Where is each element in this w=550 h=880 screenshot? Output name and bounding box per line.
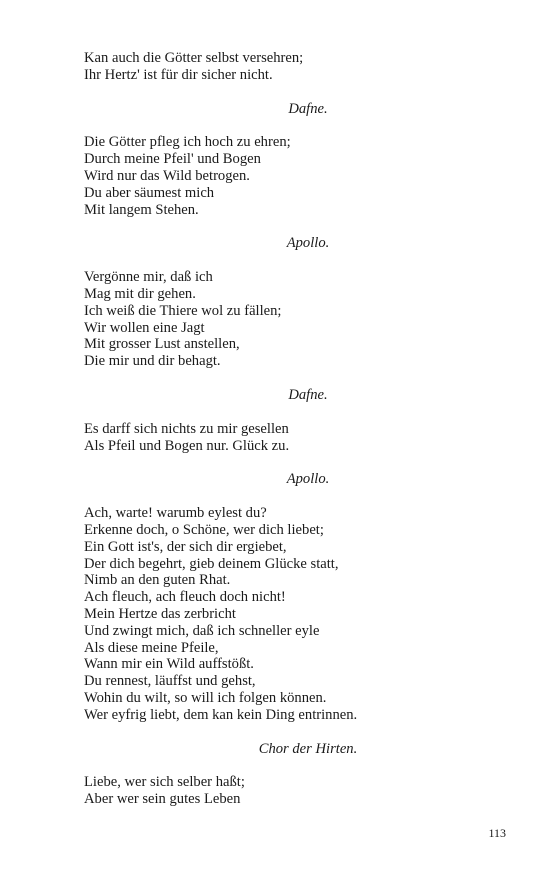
verse-line: Liebe, wer sich selber haßt; [84,774,245,791]
verse-stanza [84,505,496,723]
verse-line: Mag mit dir gehen. [84,285,196,302]
verse-line: Wird nur das Wild betrogen. [84,167,250,184]
verse-line: Vergönne mir, daß ich [84,269,213,286]
speaker-heading: Dafne. [288,386,328,403]
verse-line: Du aber säumest mich [84,184,215,201]
verse-line: Wohin du wilt, so will ich folgen können. [84,689,327,706]
verse-line: Die mir und dir behagt. [84,353,221,370]
verse-line: Ach fleuch, ach fleuch doch nicht! [84,589,286,606]
page-number: 113 [488,826,506,840]
verse-line: Es darff sich nichts zu mir gesellen [84,420,289,437]
verse-line: Der dich begehrt, gieb deinem Glücke statt, [84,555,339,572]
verse-line: Wann mir ein Wild auffstößt. [84,656,254,673]
verse-line: Und zwingt mich, daß ich schneller eyle [84,622,320,639]
verse-text-block [84,50,496,808]
verse-line: Kan auch die Götter selbst versehren; [84,50,304,66]
verse-line: Die Götter pfleg ich hoch zu ehren; [84,134,291,151]
verse-line: Ich weiß die Thiere wol zu fällen; [84,302,282,319]
speaker-heading: Chor der Hirten. [258,740,358,757]
speaker-heading: Apollo. [286,235,330,252]
verse-line: Als diese meine Pfeile, [84,639,219,656]
verse-line: Als Pfeil und Bogen nur. Glück zu. [84,437,290,454]
verse-line: Ein Gott ist's, der sich dir ergiebet, [84,538,287,555]
verse-line: Nimb an den guten Rhat. [84,572,231,589]
verse-line: Ihr Hertz' ist für dir sicher nicht. [84,66,273,83]
verse-line: Mit grosser Lust anstellen, [84,336,240,353]
verse-stanza [84,269,496,370]
verse-stanza [84,50,496,84]
verse-line: Durch meine Pfeil' und Bogen [84,151,261,168]
verse-stanza [84,421,496,455]
verse-line: Mein Hertze das zerbricht [84,605,236,622]
verse-line: Erkenne doch, o Schöne, wer dich liebet; [84,521,324,538]
verse-line: Wer eyfrig liebt, dem kan kein Ding entrinnen. [84,706,358,723]
verse-stanza [84,134,496,218]
verse-line: Aber wer sein gutes Leben [84,791,241,808]
verse-stanza [84,774,496,808]
verse-line: Du rennest, läuffst und gehst, [84,673,256,690]
verse-line: Mit langem Stehen. [84,201,199,218]
speaker-heading: Apollo. [286,471,330,488]
verse-line: Ach, warte! warumb eylest du? [84,505,267,522]
verse-line: Wir wollen eine Jagt [84,319,205,336]
speaker-heading: Dafne. [288,100,328,117]
